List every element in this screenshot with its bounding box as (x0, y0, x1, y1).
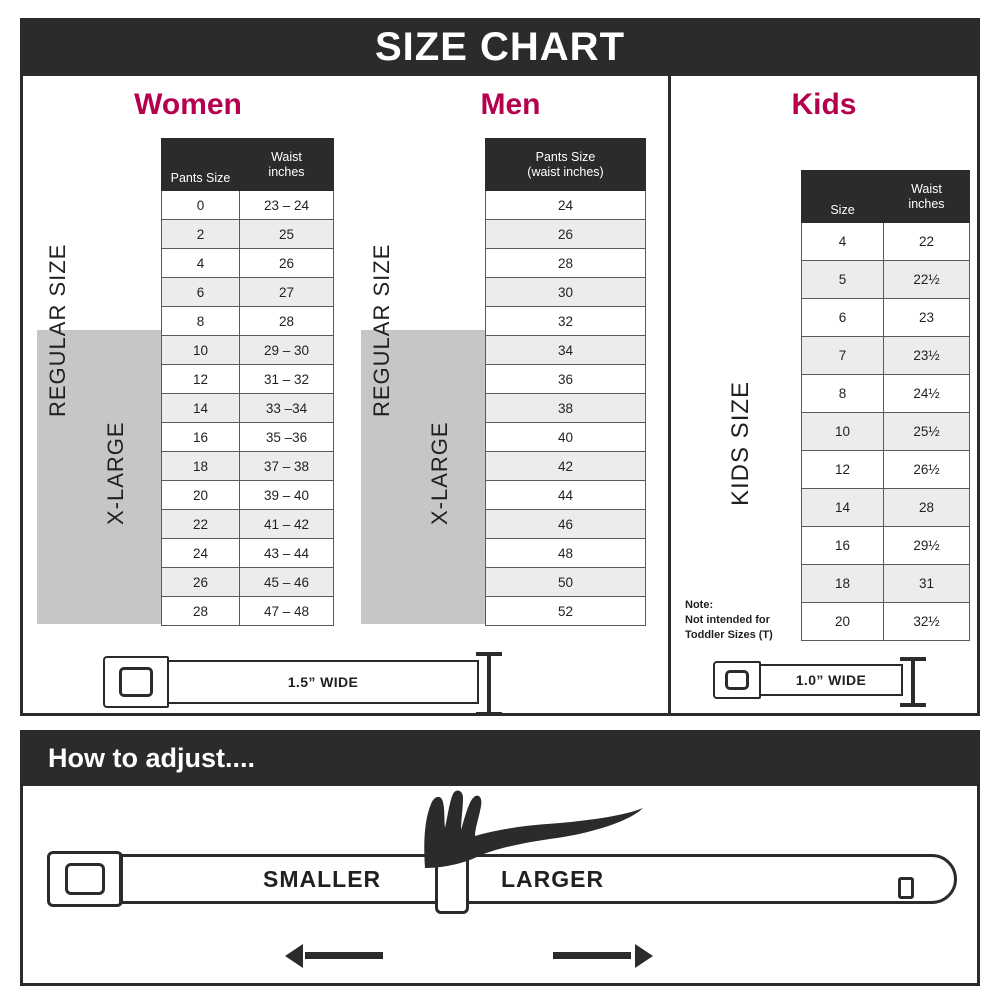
cell-size: 10 (802, 413, 884, 451)
women-label-regular-size: REGULAR SIZE (45, 243, 70, 417)
kids-heading: Kids (791, 88, 857, 121)
table-row (802, 565, 970, 603)
cell-size: 30 (486, 278, 646, 307)
cell-waist: 39 – 40 (240, 481, 334, 510)
men-th-line1: Pants Size (535, 150, 596, 165)
cell-waist: 32½ (884, 603, 970, 641)
buckle-inner (65, 863, 105, 895)
kids-belt-diagram (713, 661, 903, 699)
arrow-shaft (305, 952, 383, 959)
women-size-table (161, 138, 334, 626)
women-th-waist-line1: Waist (271, 150, 302, 165)
cell-size: 24 (162, 539, 240, 568)
kids-th-size: Size (802, 171, 884, 223)
cell-size: 18 (162, 452, 240, 481)
cell-waist: 27 (240, 278, 334, 307)
table-row (162, 539, 334, 568)
cell-size: 22 (162, 510, 240, 539)
kids-th-waist-inches (884, 171, 970, 223)
cell-size: 10 (162, 336, 240, 365)
cell-size: 4 (162, 249, 240, 278)
table-row (486, 539, 646, 568)
cell-size: 0 (162, 191, 240, 220)
table-row (486, 307, 646, 336)
kids-table-body (802, 223, 970, 641)
cell-size: 42 (486, 452, 646, 481)
buckle-inner (119, 667, 153, 697)
table-row (802, 337, 970, 375)
arrow-shaft (553, 952, 631, 959)
cell-waist: 23 – 24 (240, 191, 334, 220)
kids-belt-width-label: 1.0” WIDE (795, 672, 867, 688)
table-row (802, 261, 970, 299)
women-th-waist-line2: inches (268, 164, 305, 179)
women-th-pants-size: Pants Size (162, 139, 240, 191)
table-row (162, 394, 334, 423)
men-label-regular-size: REGULAR SIZE (369, 243, 394, 417)
cell-size: 24 (486, 191, 646, 220)
dimension-cap-top (900, 657, 926, 661)
cell-size: 32 (486, 307, 646, 336)
table-row (162, 481, 334, 510)
cell-waist: 24½ (884, 375, 970, 413)
cell-size: 48 (486, 539, 646, 568)
cell-waist: 43 – 44 (240, 539, 334, 568)
cell-waist: 23½ (884, 337, 970, 375)
cell-waist: 26½ (884, 451, 970, 489)
arrow-left-bottom (285, 944, 385, 968)
cell-size: 16 (162, 423, 240, 452)
table-row (802, 299, 970, 337)
cell-size: 20 (802, 603, 884, 641)
women-belt-width-label: 1.5” WIDE (287, 674, 359, 690)
cell-size: 28 (162, 597, 240, 626)
cell-waist: 35 –36 (240, 423, 334, 452)
cell-size: 46 (486, 510, 646, 539)
kids-note (685, 598, 773, 643)
table-row (162, 336, 334, 365)
men-table-body (486, 191, 646, 626)
belt-buckle-icon (713, 661, 761, 699)
kids-note-line3: Toddler Sizes (T) (685, 628, 773, 641)
cell-size: 28 (486, 249, 646, 278)
table-row (486, 336, 646, 365)
kids-label-kids-size: KIDS SIZE (727, 380, 754, 506)
table-row (162, 365, 334, 394)
table-row (802, 451, 970, 489)
kids-size-table (801, 170, 970, 641)
table-row (802, 489, 970, 527)
table-row (802, 413, 970, 451)
table-row (162, 220, 334, 249)
cell-size: 14 (162, 394, 240, 423)
women-table-body (162, 191, 334, 626)
cell-size: 34 (486, 336, 646, 365)
table-row (486, 394, 646, 423)
size-tables-panel (20, 76, 980, 716)
cell-waist: 47 – 48 (240, 597, 334, 626)
table-row (486, 568, 646, 597)
cell-size: 6 (802, 299, 884, 337)
cell-waist: 22 (884, 223, 970, 261)
hand-icon (417, 790, 647, 870)
table-row (486, 510, 646, 539)
cell-size: 14 (802, 489, 884, 527)
cell-waist: 25 (240, 220, 334, 249)
table-row (162, 597, 334, 626)
women-heading: Women (134, 88, 242, 121)
cell-waist: 29½ (884, 527, 970, 565)
table-row (162, 249, 334, 278)
table-row (802, 223, 970, 261)
table-row (162, 423, 334, 452)
arrow-right-bottom (553, 944, 653, 968)
cell-size: 8 (802, 375, 884, 413)
kids-th-waist-line2: inches (908, 196, 945, 211)
cell-size: 12 (162, 365, 240, 394)
table-row (162, 278, 334, 307)
cell-size: 2 (162, 220, 240, 249)
cell-size: 50 (486, 568, 646, 597)
kids-th-waist-line1: Waist (911, 182, 942, 197)
cell-size: 40 (486, 423, 646, 452)
how-to-adjust-body (20, 786, 980, 986)
men-heading: Men (480, 88, 541, 121)
men-th-line2: (waist inches) (527, 164, 604, 179)
women-th-waist-inches (240, 139, 334, 191)
cell-size: 26 (486, 220, 646, 249)
cell-size: 26 (162, 568, 240, 597)
arrow-head (285, 944, 303, 968)
title-bar (20, 18, 980, 76)
women-label-xlarge: X-LARGE (103, 421, 128, 525)
smaller-label: SMALLER (263, 866, 382, 892)
table-row (162, 191, 334, 220)
dimension-cap-bottom (900, 703, 926, 707)
cell-size: 4 (802, 223, 884, 261)
table-row (486, 220, 646, 249)
men-th-pants-size (486, 139, 646, 191)
cell-waist: 26 (240, 249, 334, 278)
cell-waist: 23 (884, 299, 970, 337)
page-title: SIZE CHART (375, 24, 625, 69)
cell-size: 38 (486, 394, 646, 423)
cell-size: 7 (802, 337, 884, 375)
belt-buckle-icon (103, 656, 169, 708)
cell-waist: 31 (884, 565, 970, 603)
cell-waist: 45 – 46 (240, 568, 334, 597)
cell-size: 36 (486, 365, 646, 394)
cell-waist: 25½ (884, 413, 970, 451)
women-column (23, 76, 359, 713)
cell-waist: 31 – 32 (240, 365, 334, 394)
how-to-adjust-heading: How to adjust.... (48, 742, 255, 773)
table-row (486, 365, 646, 394)
cell-size: 44 (486, 481, 646, 510)
table-row (802, 603, 970, 641)
table-row (802, 527, 970, 565)
cell-waist: 22½ (884, 261, 970, 299)
cell-size: 5 (802, 261, 884, 299)
cell-size: 18 (802, 565, 884, 603)
cell-size: 6 (162, 278, 240, 307)
men-column (353, 76, 668, 713)
table-row (486, 249, 646, 278)
cell-size: 20 (162, 481, 240, 510)
cell-waist: 33 –34 (240, 394, 334, 423)
how-to-adjust-panel (20, 730, 980, 986)
cell-waist: 28 (884, 489, 970, 527)
belt-hole (898, 877, 914, 899)
cell-size: 16 (802, 527, 884, 565)
table-row (486, 423, 646, 452)
table-row (162, 568, 334, 597)
table-row (486, 597, 646, 626)
cell-waist: 41 – 42 (240, 510, 334, 539)
table-row (162, 510, 334, 539)
cell-waist: 29 – 30 (240, 336, 334, 365)
dimension-bar (911, 657, 915, 707)
men-size-table (485, 138, 646, 626)
cell-size: 52 (486, 597, 646, 626)
cell-size: 12 (802, 451, 884, 489)
table-row (486, 481, 646, 510)
table-row (486, 278, 646, 307)
arrow-head (635, 944, 653, 968)
cell-waist: 28 (240, 307, 334, 336)
table-row (486, 191, 646, 220)
kids-column (668, 76, 977, 713)
table-row (802, 375, 970, 413)
larger-label: LARGER (501, 866, 605, 892)
how-to-adjust-bar (20, 730, 980, 786)
belt-buckle-icon (47, 851, 123, 907)
men-label-xlarge: X-LARGE (427, 421, 452, 525)
cell-size: 8 (162, 307, 240, 336)
cell-waist: 37 – 38 (240, 452, 334, 481)
table-row (162, 452, 334, 481)
table-row (486, 452, 646, 481)
buckle-inner (725, 670, 749, 690)
table-row (162, 307, 334, 336)
kids-note-line1: Note: (685, 599, 714, 611)
kids-note-line2: Not intended for (685, 613, 770, 626)
belt-strap (761, 664, 903, 696)
